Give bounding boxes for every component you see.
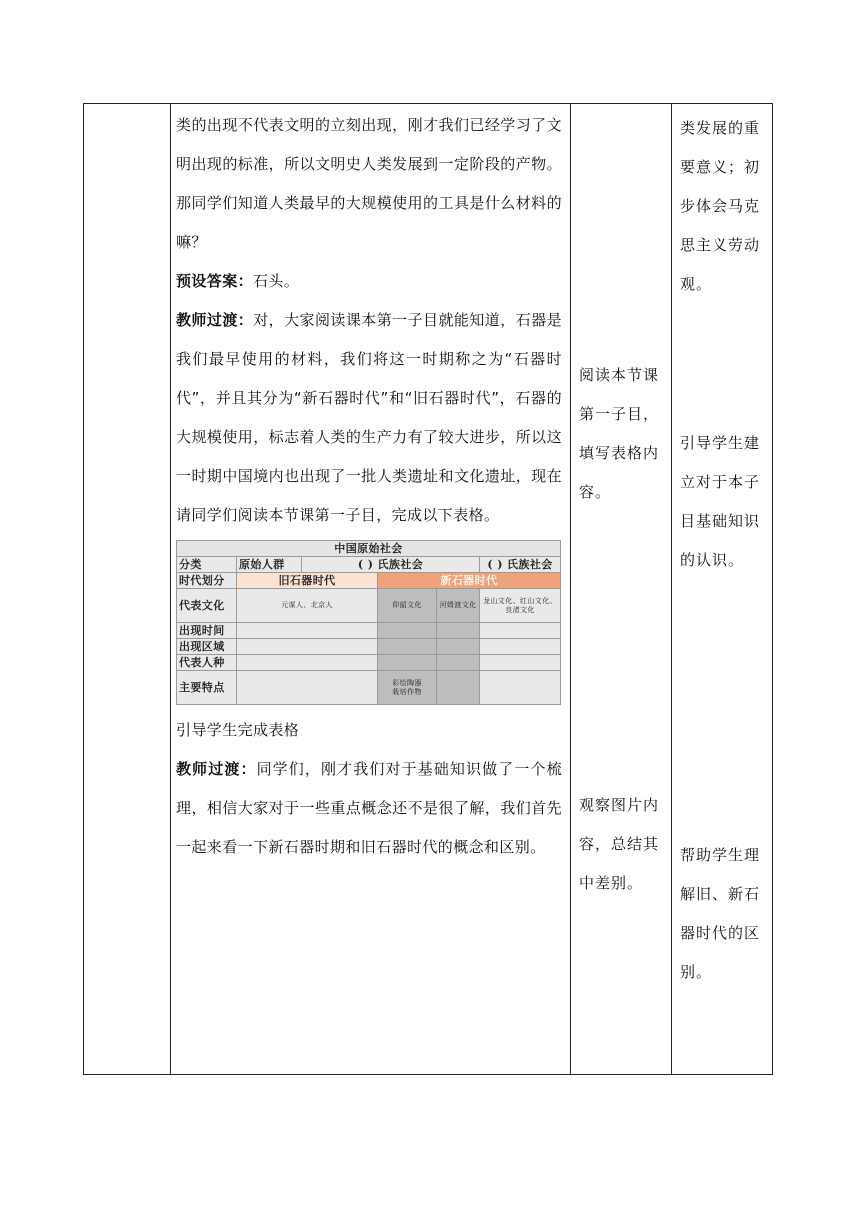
student-activity-text [571, 104, 671, 903]
intent-line: 帮助学生理 [680, 846, 761, 864]
culture-cell: 元谋人、北京人 [237, 589, 378, 623]
design-intent-text [672, 104, 772, 992]
empty-cell [237, 655, 378, 671]
row-label: 出现时间 [177, 623, 237, 639]
empty-cell [378, 655, 437, 671]
empty-cell [437, 655, 480, 671]
student-line: 观察图片内 [579, 796, 660, 814]
teacher-activity-cell [171, 104, 571, 1075]
empty-cell [480, 671, 561, 705]
intent-line: 的认识。 [680, 551, 745, 569]
row-label: 分类 [177, 557, 237, 573]
empty-cell [480, 623, 561, 639]
category-cell: 原始人群 [237, 557, 302, 573]
feature-text: 彩绘陶器 [392, 678, 422, 687]
student-line: 阅读本节课 [579, 366, 660, 384]
empty-cell [237, 671, 378, 705]
feature-cell [378, 671, 437, 705]
preset-answer-paragraph [176, 262, 562, 301]
intent-line: 类发展的重 [680, 119, 761, 137]
empty-cell [378, 639, 437, 655]
empty-cell [480, 639, 561, 655]
culture-cell: 龙山文化、红山文化、良渚文化 [480, 589, 561, 623]
stage-column-cell [84, 104, 171, 1075]
era-cell-new-stone-age: 新石器时代 [378, 573, 561, 589]
culture-cell: 仰韶文化 [378, 589, 437, 623]
intro-paragraph: 类的出现不代表文明的立刻出现，刚才我们已经学习了文明出现的标准，所以文明史人类发展到一定阶段的产物。那同学们知道人类最早的大规模使用的工具是什么材料的嘛？ [176, 116, 562, 251]
intent-line: 别。 [680, 963, 713, 981]
empty-cell [437, 671, 480, 705]
category-cell: ( ) 氏族社会 [302, 557, 480, 573]
transition-paragraph-2 [176, 750, 562, 867]
feature-text: 栽培作物 [392, 687, 422, 696]
lesson-plan-table [83, 103, 773, 1075]
inner-table-title: 中国原始社会 [177, 541, 561, 557]
intent-line: 要意义；初 [680, 158, 761, 176]
preset-answer-label: 预设答案： [176, 272, 254, 290]
culture-cell: 河姆渡文化 [437, 589, 480, 623]
empty-cell [237, 639, 378, 655]
transition-paragraph-1 [176, 301, 562, 535]
transition-text-1: 对，大家阅读课本第一子目就能知道，石器是我们最早使用的材料，我们将这一时期称之为“石器时代”，并且其分为“新石器时代”和“旧石器时代”，石器的大规模使用，标志着人类的生产力有了较大进步，所以这一时期中国境内也出现了一批人类遗址和文化遗址，现在请同学们阅读本节课第一子目，完成以下表格。 [176, 311, 562, 524]
intent-line: 引导学生建 [680, 434, 761, 452]
design-intent-cell [672, 104, 773, 1075]
intent-line: 解旧、新石 [680, 885, 761, 903]
row-label: 代表文化 [177, 589, 237, 623]
intent-line: 立对于本子 [680, 473, 761, 491]
transition-label-2: 教师过渡： [176, 760, 257, 778]
student-line: 容。 [579, 483, 612, 501]
empty-cell [237, 623, 378, 639]
primitive-society-table [176, 540, 561, 705]
empty-cell [437, 639, 480, 655]
category-cell: ( ) 氏族社会 [480, 557, 561, 573]
intent-line: 目基础知识 [680, 512, 761, 530]
preset-answer-text: 石头。 [253, 272, 300, 290]
student-line: 填写表格内 [579, 444, 660, 462]
teacher-activity-text [171, 104, 570, 867]
intent-line: 思主义劳动 [680, 236, 761, 254]
row-label: 时代划分 [177, 573, 237, 589]
empty-cell [437, 623, 480, 639]
student-activity-cell [571, 104, 672, 1075]
student-line: 第一子目， [579, 405, 660, 423]
student-line: 容，总结其 [579, 835, 660, 853]
row-label: 主要特点 [177, 671, 237, 705]
guide-paragraph: 引导学生完成表格 [176, 721, 300, 739]
transition-text-2: 同学们，刚才我们对于基础知识做了一个梳理，相信大家对于一些重点概念还不是很了解，我们首先一起来看一下新石器时期和旧石器时代的概念和区别。 [176, 760, 562, 856]
era-cell-old-stone-age: 旧石器时代 [237, 573, 378, 589]
row-label: 代表人种 [177, 655, 237, 671]
intent-line: 观。 [680, 275, 713, 293]
empty-cell [378, 623, 437, 639]
empty-cell [480, 655, 561, 671]
row-label: 出现区域 [177, 639, 237, 655]
intent-line: 器时代的区 [680, 924, 761, 942]
intent-line: 步体会马克 [680, 197, 761, 215]
transition-label-1: 教师过渡： [176, 311, 254, 329]
student-line: 中差别。 [579, 874, 644, 892]
